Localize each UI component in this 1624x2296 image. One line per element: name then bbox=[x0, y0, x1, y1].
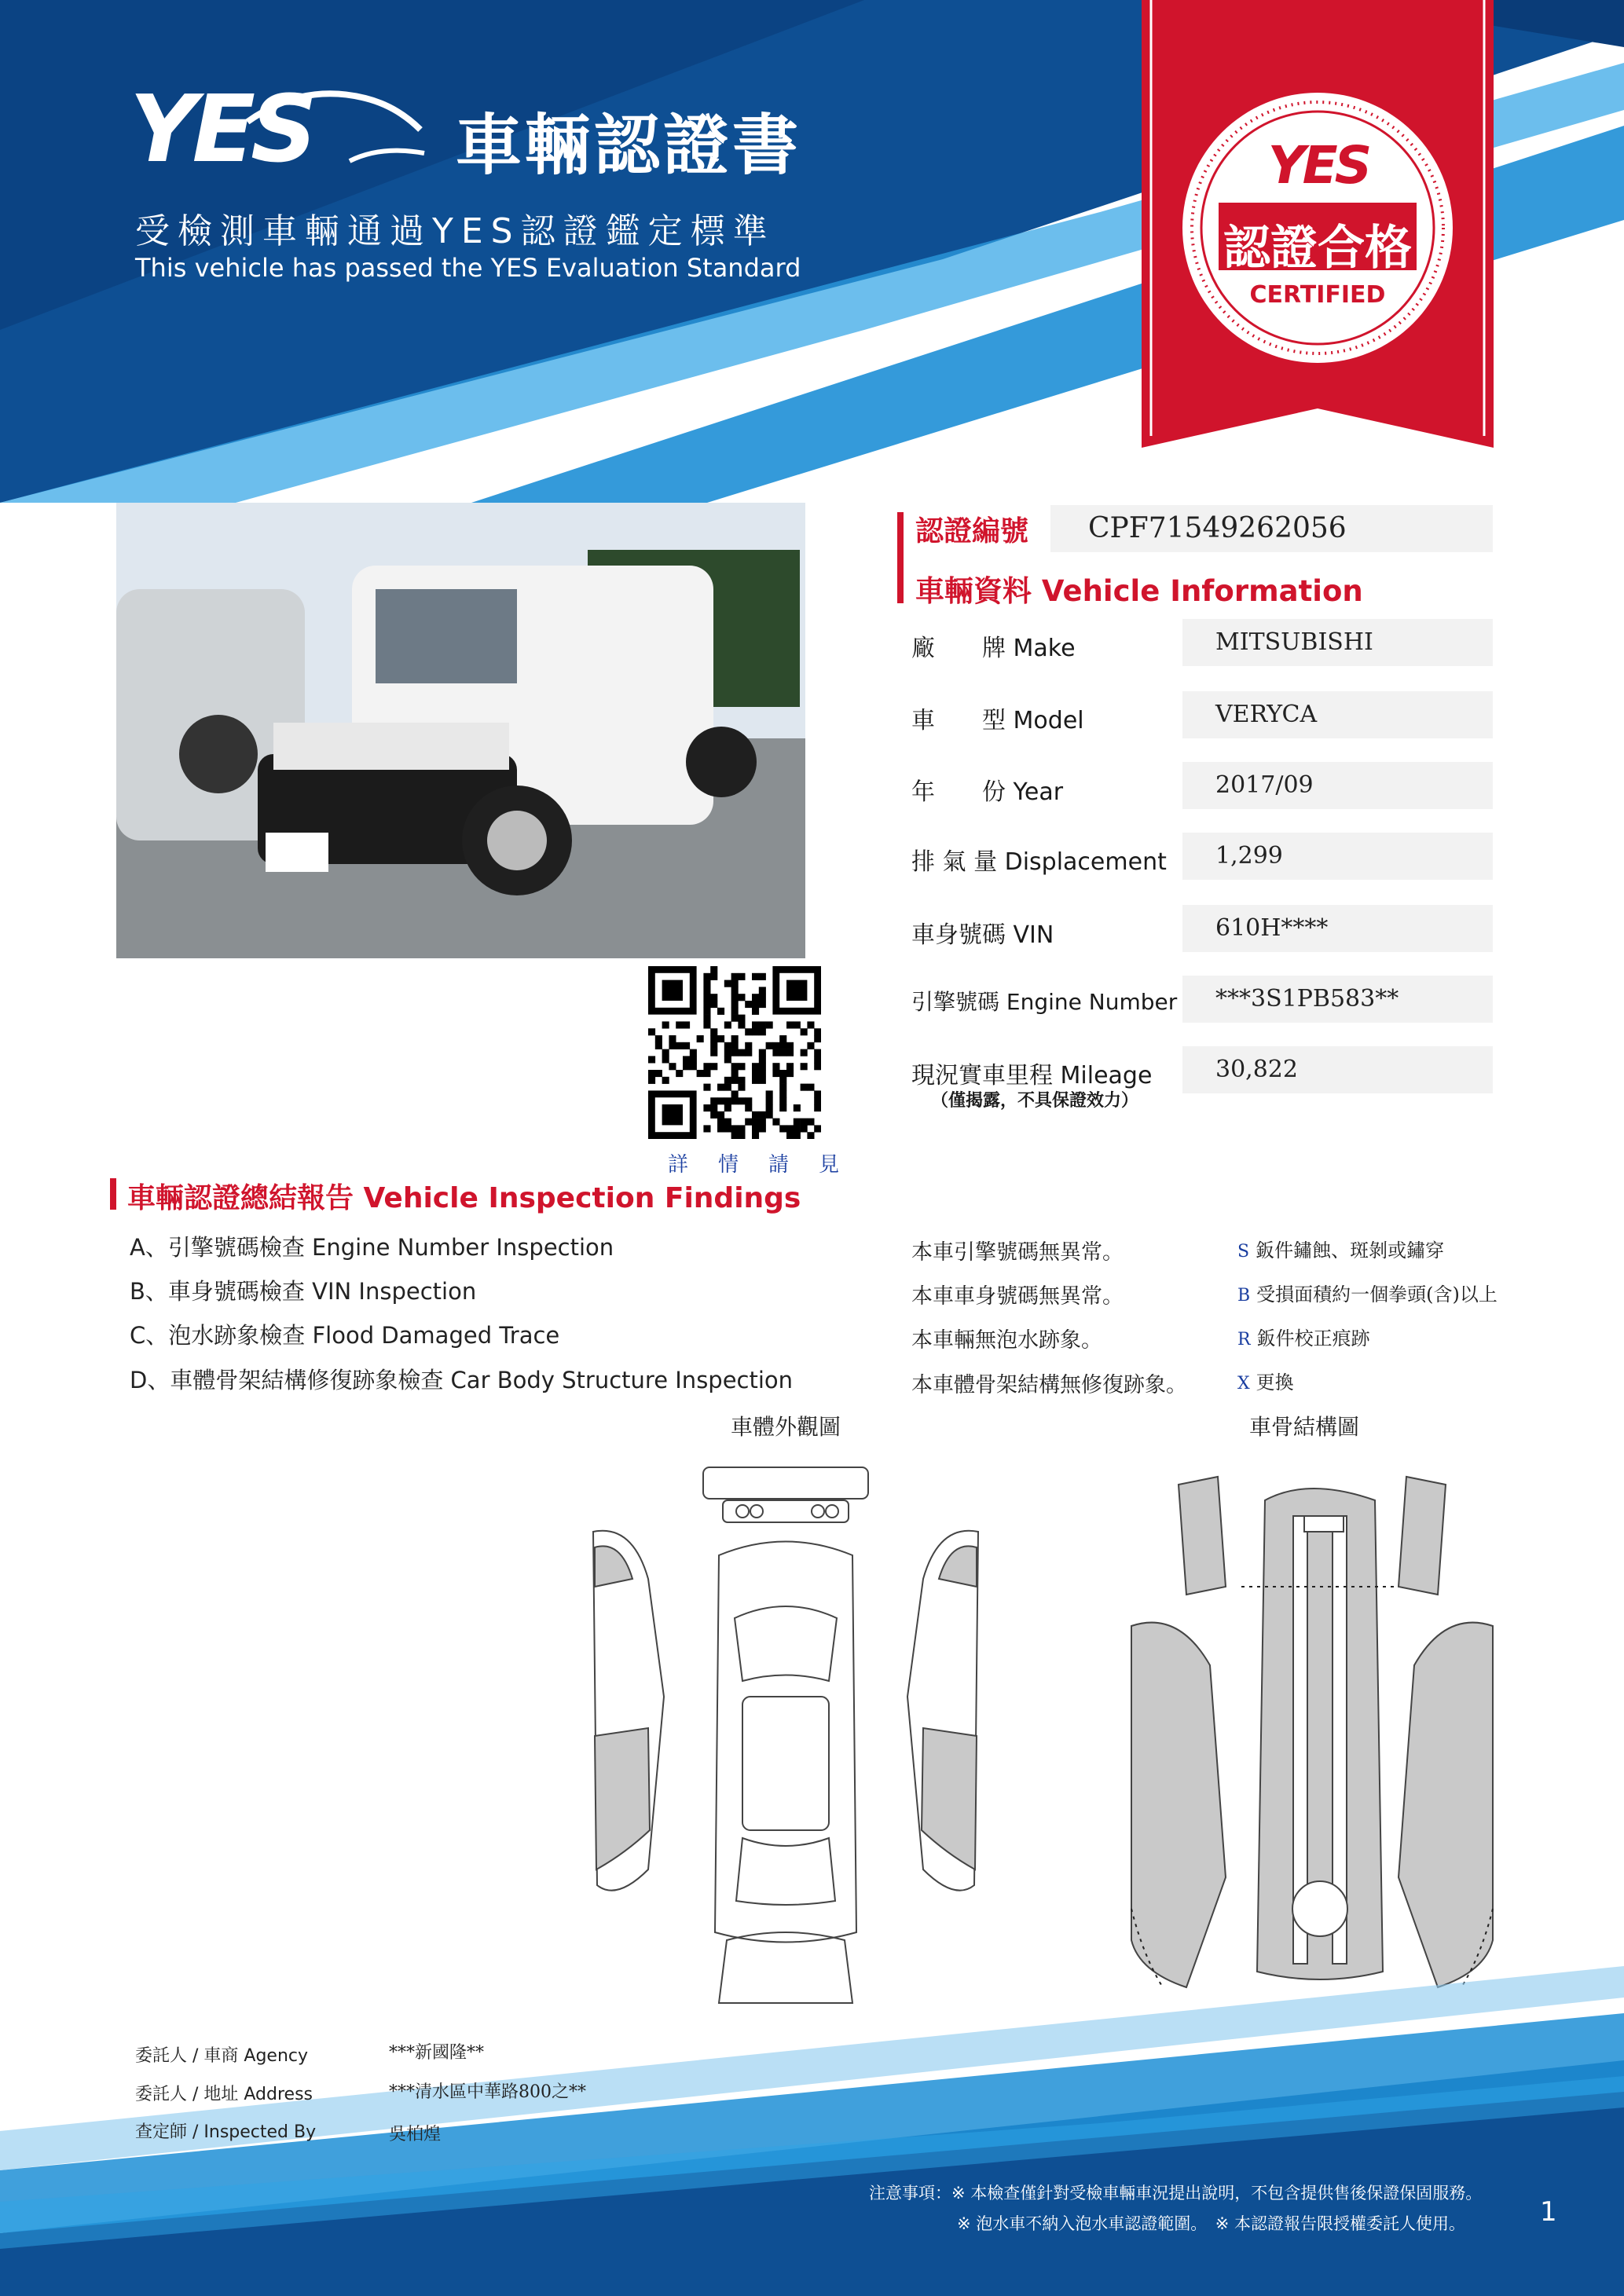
legend-r bbox=[1237, 1323, 1370, 1350]
seal-logo: YES bbox=[1267, 135, 1369, 196]
qr-code-pattern bbox=[648, 966, 821, 1139]
finding-b-label: B、車身號碼檢查 VIN Inspection bbox=[130, 1278, 477, 1305]
finding-c-result: 本車輛無泡水跡象。 bbox=[911, 1328, 1102, 1353]
year-label: 年 份 Year bbox=[911, 778, 1064, 806]
year-value: 2017/09 bbox=[1182, 762, 1493, 809]
address-value: ***清水區中華路800之** bbox=[389, 2082, 586, 2102]
finding-d-label: D、車體骨架結構修復跡象檢查 Car Body Structure Inspection bbox=[130, 1367, 794, 1393]
finding-a-label: A、引擎號碼檢查 Engine Number Inspection bbox=[130, 1234, 614, 1261]
legend-x-key: X bbox=[1237, 1374, 1250, 1393]
vehicle-info-title: 車輛資料 Vehicle Information bbox=[915, 574, 1363, 608]
footer-note-1: 注意事項：※ 本檢查僅針對受檢車輛車況提出說明，不包含提供售後保證保固服務。 bbox=[869, 2184, 1483, 2203]
engine-number-label: 引擎號碼 Engine Number bbox=[911, 989, 1178, 1015]
legend-r-text: 鈑件校正痕跡 bbox=[1256, 1327, 1370, 1349]
cert-number-label: 認證編號 bbox=[915, 515, 1029, 547]
engine-number-value: ***3S1PB583** bbox=[1182, 976, 1493, 1023]
legend-b bbox=[1237, 1279, 1498, 1306]
legend-b-text: 受損面積約一個拳頭(含)以上 bbox=[1256, 1283, 1498, 1305]
certified-ribbon bbox=[1142, 0, 1494, 448]
legend-s bbox=[1237, 1235, 1444, 1262]
model-label: 車 型 Model bbox=[911, 707, 1084, 734]
vehicle-photo bbox=[116, 503, 805, 958]
footer-note-2: ※ 泡水車不納入泡水車認證範圍。 ※ 本認證報告限授權委託人使用。 bbox=[957, 2214, 1466, 2233]
vin-label: 車身號碼 VIN bbox=[911, 921, 1054, 949]
mileage-label: 現況實車里程 Mileage bbox=[911, 1062, 1153, 1089]
cert-number-value: CPF71549262056 bbox=[1050, 505, 1493, 552]
legend-s-key: S bbox=[1237, 1242, 1250, 1262]
qr-caption: 詳 情 請 見 bbox=[668, 1153, 845, 1177]
frame-diagram bbox=[1108, 1469, 1516, 2019]
seal-certified-text: CERTIFIED bbox=[1249, 281, 1386, 309]
model-value: VERYCA bbox=[1182, 691, 1493, 738]
legend-r-key: R bbox=[1237, 1330, 1251, 1349]
agency-label: 委託人 / 車商 Agency bbox=[135, 2046, 309, 2066]
displacement-label: 排 氣 量 Displacement bbox=[911, 848, 1167, 876]
legend-b-key: B bbox=[1237, 1286, 1251, 1305]
seal-main-text: 認證合格 bbox=[1223, 221, 1412, 276]
qr-code[interactable] bbox=[648, 966, 821, 1139]
finding-c-label: C、泡水跡象檢查 Flood Damaged Trace bbox=[130, 1322, 560, 1349]
displacement-value: 1,299 bbox=[1182, 833, 1493, 880]
yes-logo bbox=[130, 67, 428, 185]
frame-diagram-title: 車骨結構圖 bbox=[1249, 1414, 1360, 1440]
mileage-value: 30,822 bbox=[1182, 1046, 1493, 1093]
page-number: 1 bbox=[1540, 2196, 1557, 2228]
inspector-label: 查定師 / Inspected By bbox=[135, 2122, 317, 2142]
legend-x-text: 更換 bbox=[1256, 1371, 1294, 1393]
inspector-value: 吳柏煌 bbox=[389, 2125, 442, 2144]
subtitle-zh: 受檢測車輛通過YES認證鑑定標準 bbox=[135, 211, 775, 251]
agency-value: ***新國隆** bbox=[389, 2043, 485, 2063]
page-title: 車輛認證書 bbox=[456, 107, 802, 184]
legend-s-text: 鈑件鏽蝕、斑剝或鏽穿 bbox=[1256, 1240, 1445, 1262]
finding-d-result: 本車體骨架結構無修復跡象。 bbox=[911, 1373, 1187, 1397]
address-label: 委託人 / 地址 Address bbox=[135, 2085, 313, 2104]
make-value: MITSUBISHI bbox=[1182, 619, 1493, 666]
findings-bar bbox=[110, 1178, 116, 1210]
cert-number-bar bbox=[897, 512, 904, 603]
finding-b-result: 本車車身號碼無異常。 bbox=[911, 1284, 1124, 1309]
yes-logo-text: YES bbox=[130, 75, 313, 183]
exterior-diagram-title: 車體外觀圖 bbox=[731, 1414, 841, 1440]
findings-title: 車輛認證總結報告 Vehicle Inspection Findings bbox=[127, 1182, 801, 1214]
finding-a-result: 本車引擎號碼無異常。 bbox=[911, 1240, 1124, 1265]
make-label: 廠 牌 Make bbox=[911, 635, 1076, 662]
exterior-diagram bbox=[585, 1461, 994, 2011]
legend-x bbox=[1237, 1367, 1294, 1394]
mileage-note: （僅揭露，不具保證效力） bbox=[931, 1091, 1139, 1111]
truck-illustration bbox=[116, 503, 805, 958]
vin-value: 610H**** bbox=[1182, 905, 1493, 952]
subtitle-en: This vehicle has passed the YES Evaluation Standard bbox=[135, 253, 801, 283]
